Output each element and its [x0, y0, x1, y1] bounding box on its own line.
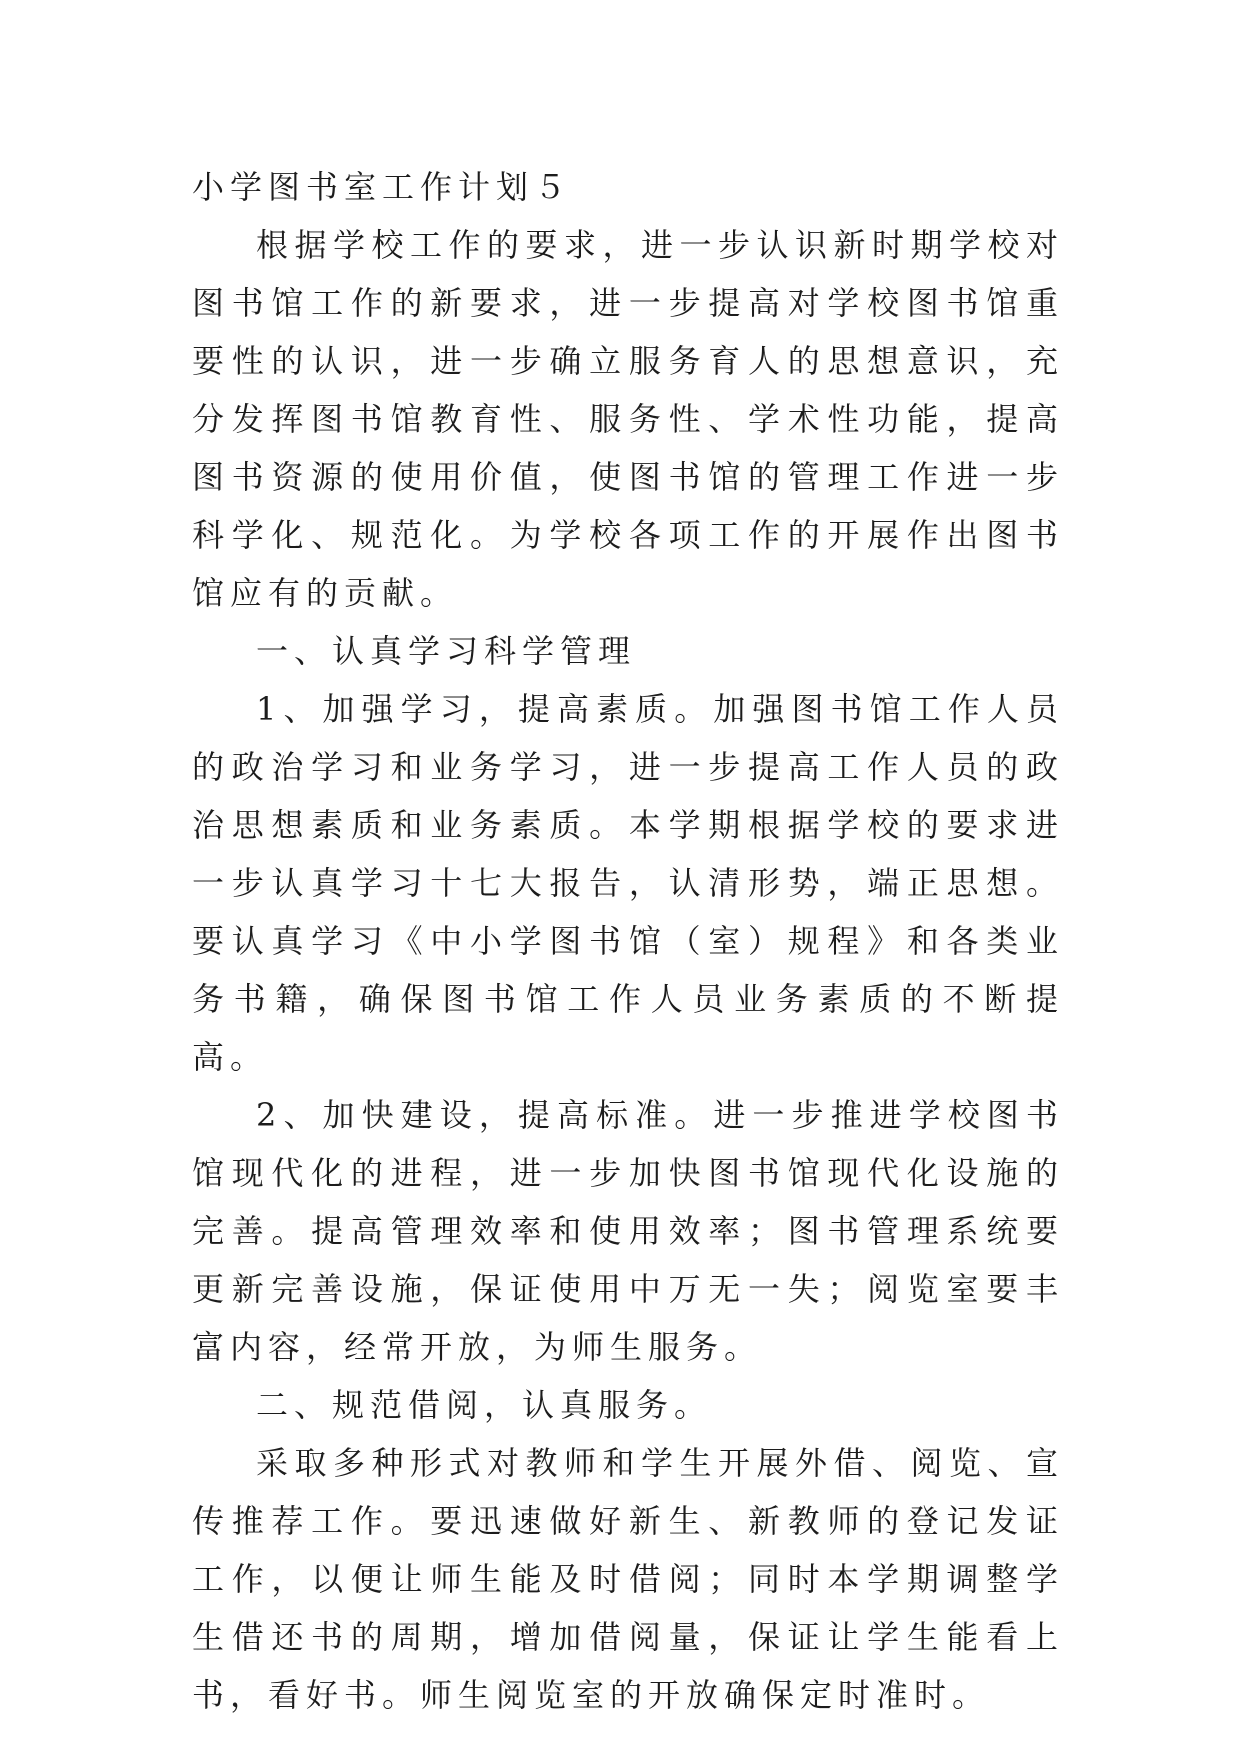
- section-heading-1: 一、认真学习科学管理: [256, 632, 637, 670]
- paragraph-item-1: 1、加强学习，提高素质。加强图书馆工作人员的政治学习和业务学习，进一步提高工作人员的政治思想素质和业务素质。本学期根据学校的要求进一步认真学习十七大报告，认清形势，端正思想。要认真学习《中小学图书馆（室）规程》和各类业务书籍，确保图书馆工作人员业务素质的不断提高。: [192, 690, 1064, 1076]
- document-title: 小学图书室工作计划５: [192, 168, 573, 206]
- document-body: [192, 158, 1064, 1724]
- section-heading-2: 二、规范借阅，认真服务。: [256, 1386, 713, 1424]
- paragraph-item-2: 2、加快建设，提高标准。进一步推进学校图书馆现代化的进程，进一步加快图书馆现代化设施的完善。提高管理效率和使用效率；图书管理系统要更新完善设施，保证使用中万无一失；阅览室要丰富内容，经常开放，为师生服务。: [192, 1096, 1064, 1366]
- paragraph-borrowing: 采取多种形式对教师和学生开展外借、阅览、宣传推荐工作。要迅速做好新生、新教师的登记发证工作，以便让师生能及时借阅；同时本学期调整学生借还书的周期，增加借阅量，保证让学生能看上书，看好书。师生阅览室的开放确保定时准时。: [192, 1444, 1064, 1714]
- paragraph-intro: 根据学校工作的要求，进一步认识新时期学校对图书馆工作的新要求，进一步提高对学校图书馆重要性的认识，进一步确立服务育人的思想意识，充分发挥图书馆教育性、服务性、学术性功能，提高图书资源的使用价值，使图书馆的管理工作进一步科学化、规范化。为学校各项工作的开展作出图书馆应有的贡献。: [192, 226, 1064, 612]
